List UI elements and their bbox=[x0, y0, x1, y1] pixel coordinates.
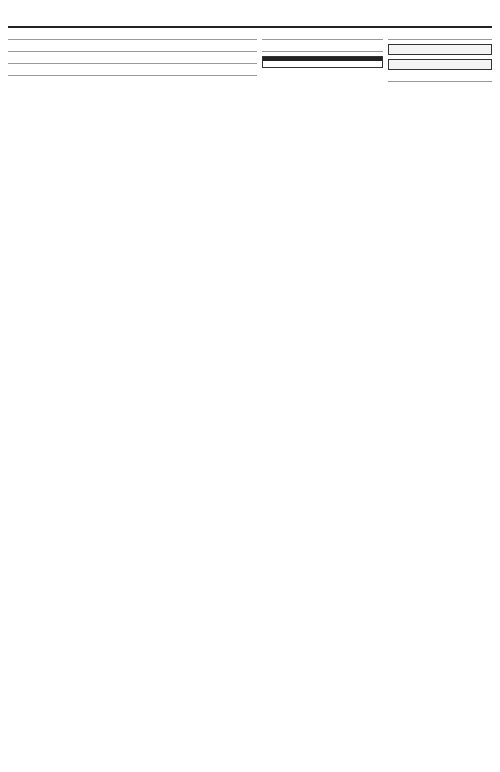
masthead-right bbox=[486, 7, 492, 25]
masthead bbox=[8, 6, 492, 28]
story bbox=[388, 74, 492, 82]
story bbox=[262, 44, 384, 52]
article-grid bbox=[8, 32, 492, 770]
classified-ad bbox=[388, 44, 492, 55]
story bbox=[262, 32, 384, 40]
middle-column bbox=[262, 32, 384, 770]
right-column bbox=[388, 32, 492, 770]
story bbox=[8, 68, 257, 76]
classified-ad bbox=[388, 59, 492, 70]
lead-column bbox=[8, 32, 257, 770]
tender-notice bbox=[262, 56, 384, 68]
story bbox=[8, 56, 257, 64]
lead-story bbox=[8, 32, 257, 40]
tender-body bbox=[263, 61, 383, 67]
story bbox=[388, 32, 492, 40]
story bbox=[8, 44, 257, 52]
